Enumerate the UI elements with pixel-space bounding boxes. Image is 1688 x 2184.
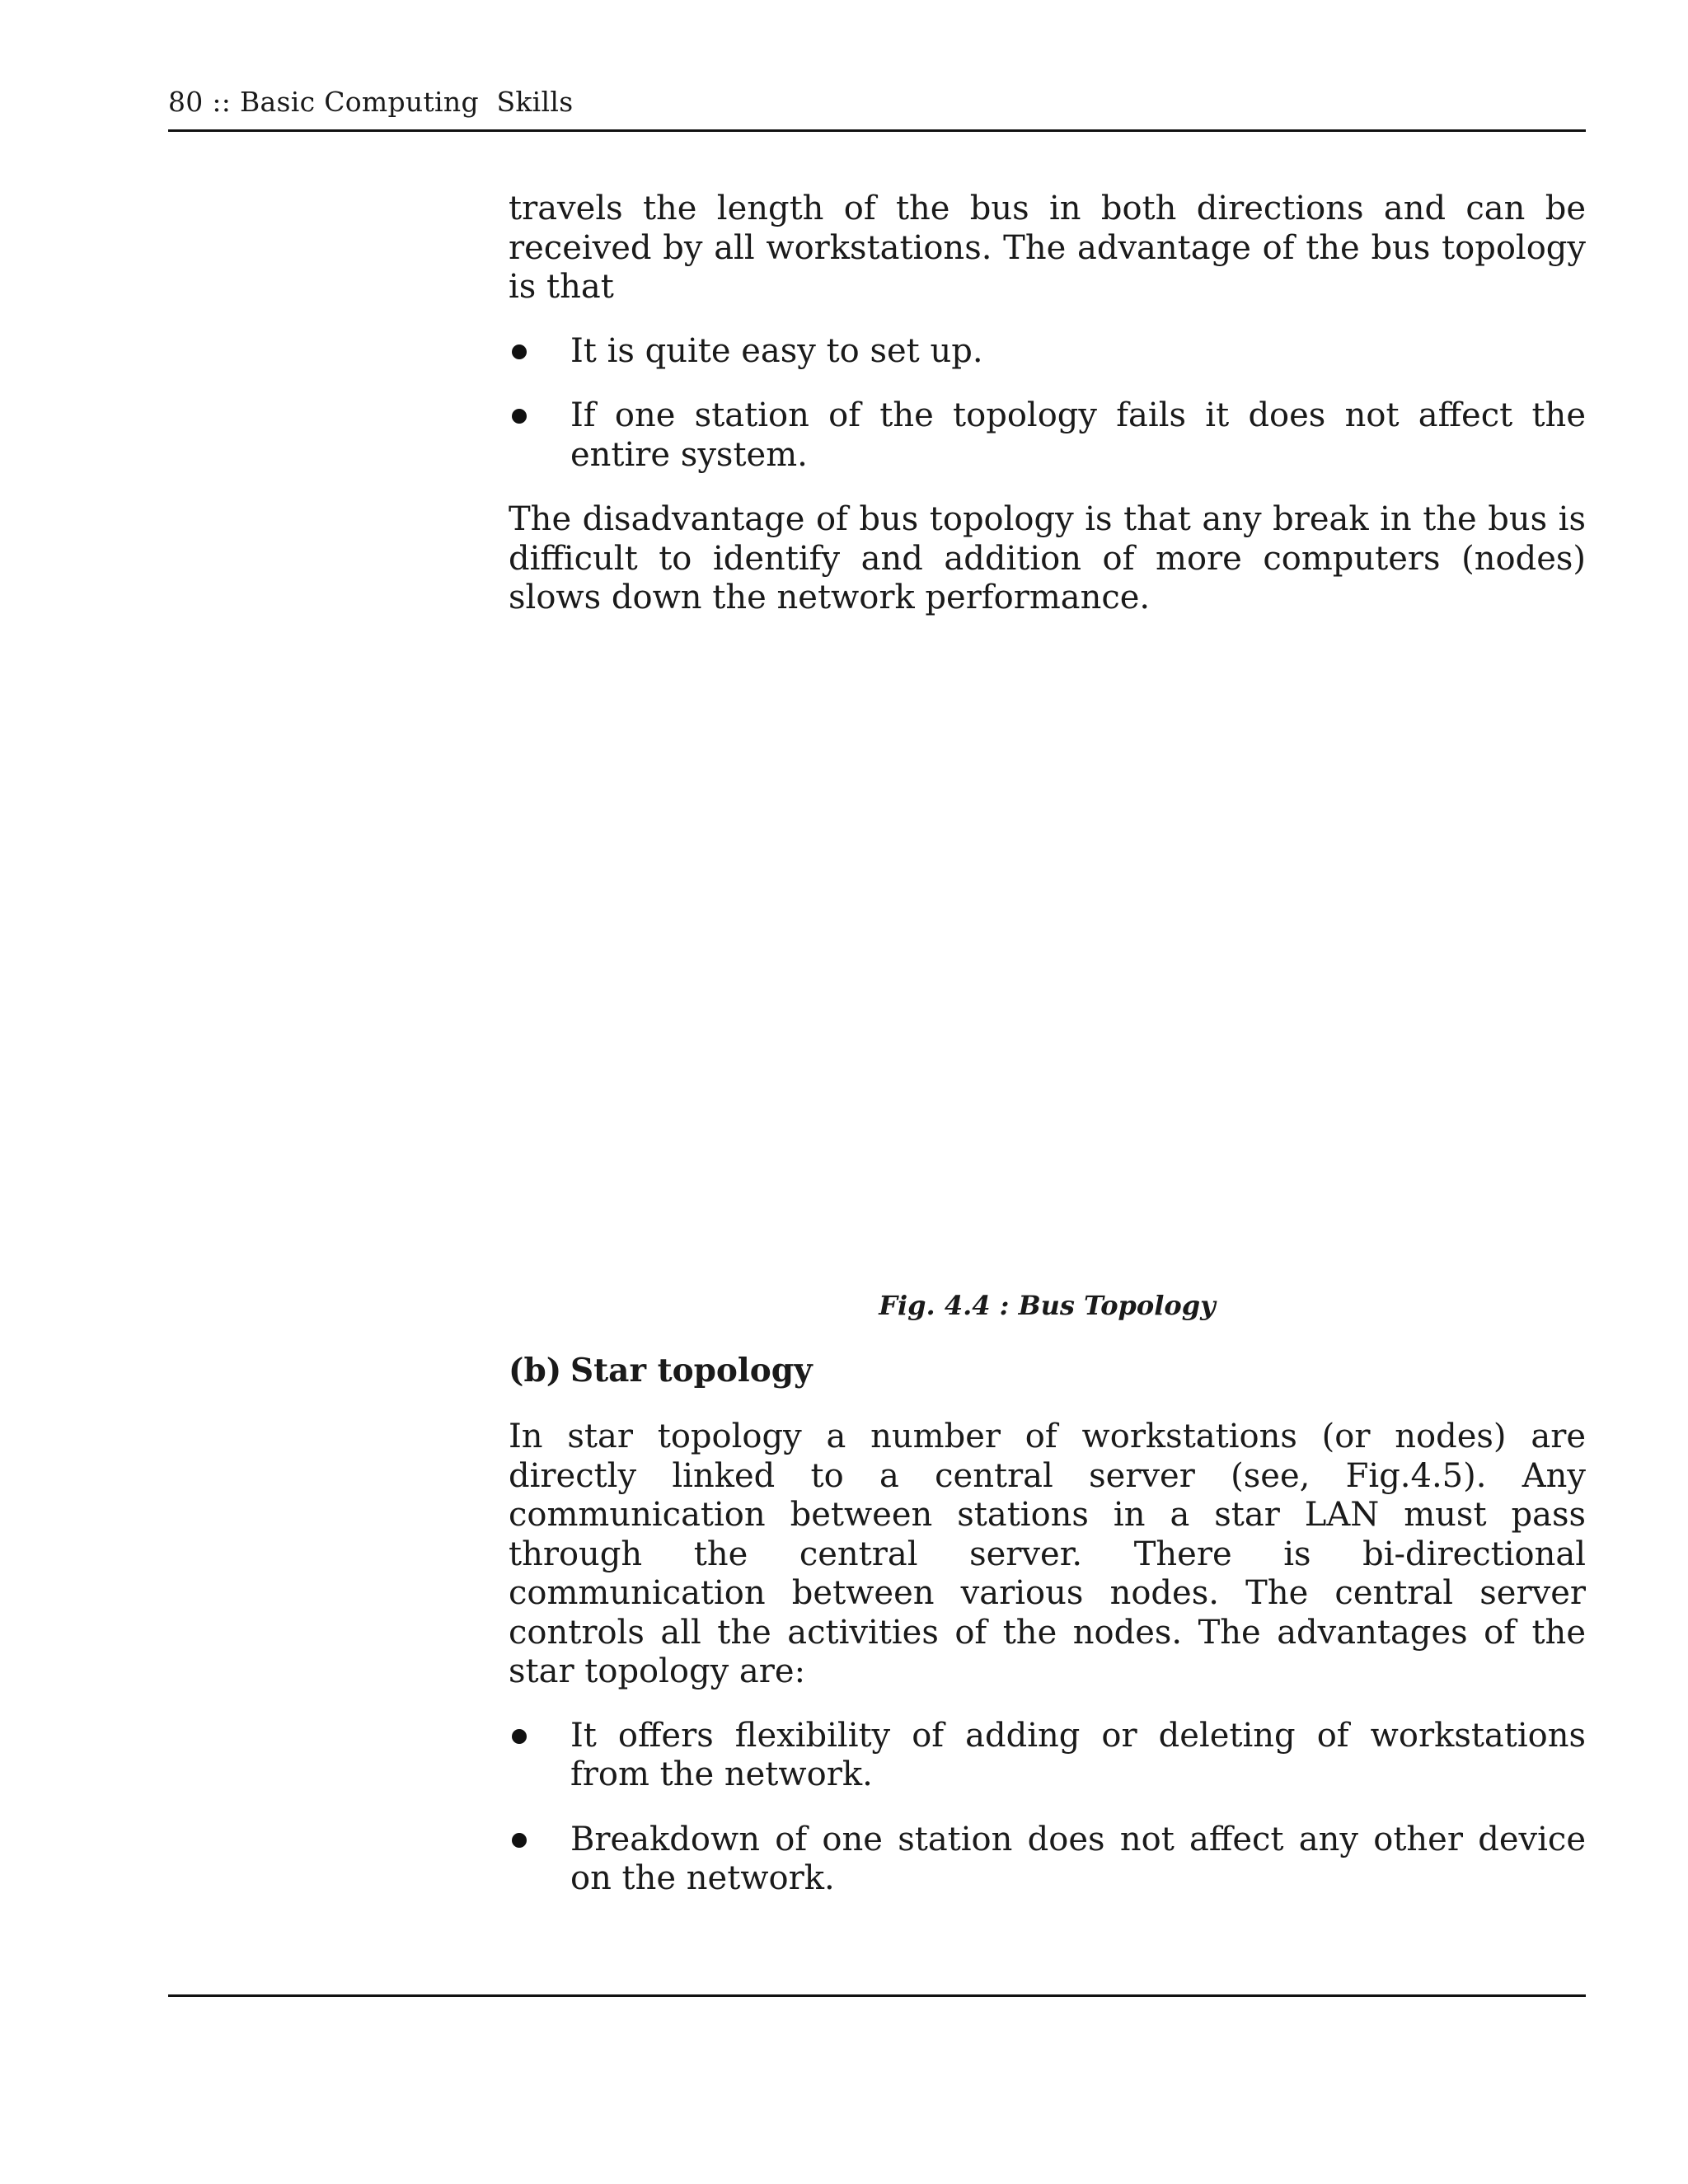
section-label: (b) — [509, 1352, 562, 1390]
figure-placeholder — [509, 602, 1586, 1261]
bullet-icon — [512, 1729, 527, 1744]
section-heading — [509, 1352, 813, 1390]
bullet-icon — [512, 409, 527, 424]
figure-caption: Fig. 4.4 : Bus Topology — [879, 1290, 1216, 1321]
bus-topology-text — [509, 190, 1586, 618]
list-item — [509, 1821, 1586, 1899]
header-rule — [168, 129, 1586, 132]
star-paragraph: In star topology a number of workstations (or nodes) are directly linked to a central server (see, Fig.4.5). Any communication between stations in a star LAN must pass through the central server. There is bi-directional communication between various nodes. The central server controls all the activities of the nodes. The advantages of the star topology are: — [509, 1418, 1586, 1690]
list-item — [509, 396, 1586, 475]
star-topology-text — [509, 1418, 1586, 1899]
list-item-text: It offers flexibility of adding or deleting of workstations from the network. — [570, 1716, 1586, 1793]
list-item-text: Breakdown of one station does not affect any other device on the network. — [570, 1820, 1586, 1897]
list-item-text: If one station of the topology fails it does not affect the entire system. — [570, 396, 1586, 474]
running-head: 80 :: Basic Computing Skills — [168, 86, 574, 118]
list-item — [509, 1717, 1586, 1795]
intro-paragraph: travels the length of the bus in both directions and can be received by all workstations. The advantage of the bus topology is that — [509, 190, 1586, 306]
list-item — [509, 332, 1586, 372]
bullet-icon — [512, 344, 527, 359]
list-item-text: It is quite easy to set up. — [570, 331, 983, 370]
footer-rule — [168, 1994, 1586, 1997]
disadvantage-paragraph: The disadvantage of bus topology is that any break in the bus is difficult to identify and addition of more computers (nodes) slows down the network performance. — [509, 500, 1586, 616]
section-title: Star topology — [570, 1352, 813, 1390]
bullet-icon — [512, 1833, 527, 1848]
star-advantages-list — [509, 1717, 1586, 1899]
bus-advantages-list — [509, 332, 1586, 476]
